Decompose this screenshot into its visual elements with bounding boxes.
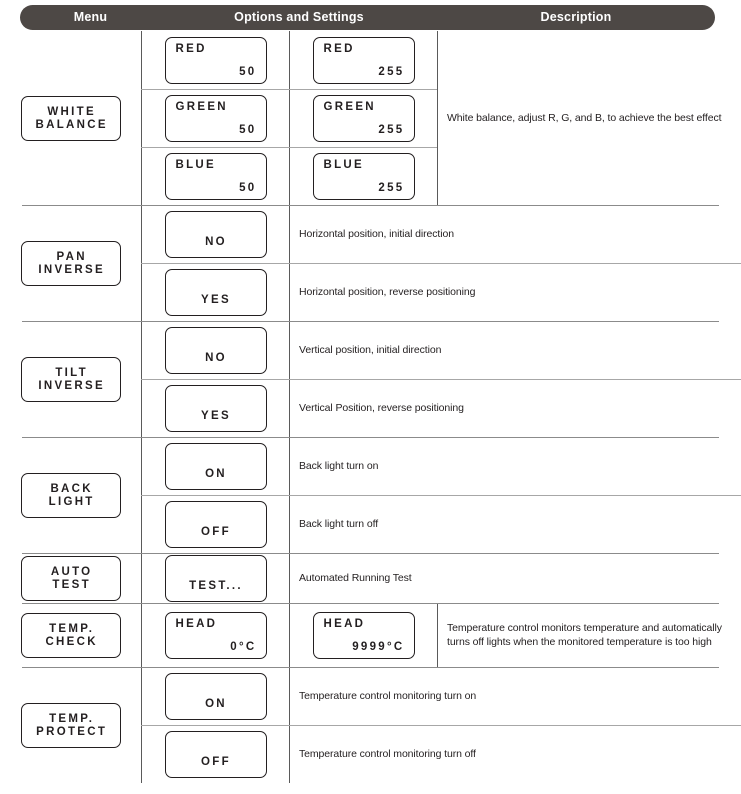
header-menu: Menu xyxy=(73,10,108,24)
menu-label-line2: PROTECT xyxy=(36,725,108,738)
option-button-test[interactable] xyxy=(165,555,267,602)
menu-label-line1: TEMP. xyxy=(49,712,95,725)
description-text: Horizontal position, reverse positioning xyxy=(299,286,476,298)
option-button-red-min[interactable] xyxy=(165,37,267,84)
table-row xyxy=(141,437,741,495)
option-button-head-min[interactable] xyxy=(165,612,267,659)
table-header xyxy=(20,5,715,30)
menu-label-line2: LIGHT xyxy=(48,495,95,508)
table-row xyxy=(141,31,437,89)
description-text: Back light turn off xyxy=(299,518,379,530)
option-cell-min xyxy=(141,603,289,667)
header-options: Options and Settings xyxy=(234,10,364,24)
option-cell-max xyxy=(289,603,437,667)
description-text: Vertical position, initial direction xyxy=(299,344,442,356)
section-tilt-inverse xyxy=(0,321,741,437)
option-button-protect-off[interactable] xyxy=(165,731,267,778)
option-value: ON xyxy=(205,697,227,710)
option-value: TEST... xyxy=(189,579,243,592)
option-cell xyxy=(141,725,289,783)
description-text: Temperature control monitoring turn on xyxy=(299,690,477,702)
description-text: White balance, adjust R, G, and B, to achieve the best effect xyxy=(447,112,722,124)
option-button-pan-no[interactable] xyxy=(165,211,267,258)
option-cell xyxy=(141,379,289,437)
menu-button-back-light[interactable] xyxy=(21,473,121,518)
option-value: ON xyxy=(205,467,227,480)
table-row xyxy=(141,205,741,263)
menu-label-line1: TEMP. xyxy=(49,622,95,635)
description-cell xyxy=(289,437,741,495)
option-label: GREEN xyxy=(323,100,376,113)
option-button-backlight-on[interactable] xyxy=(165,443,267,490)
option-value: OFF xyxy=(201,755,231,768)
option-cell xyxy=(141,495,289,553)
menu-cell-pan-inverse xyxy=(0,205,141,321)
option-cell-max xyxy=(289,89,437,147)
menu-cell-white-balance xyxy=(0,31,141,205)
menu-label-line2: INVERSE xyxy=(38,263,105,276)
option-label: RED xyxy=(323,42,355,55)
option-value: 50 xyxy=(239,181,257,194)
option-label: HEAD xyxy=(175,617,218,630)
menu-label-line1: AUTO xyxy=(50,565,93,578)
table-body xyxy=(0,31,741,794)
option-value: NO xyxy=(205,351,227,364)
menu-label-line1: PAN xyxy=(56,250,87,263)
option-cell xyxy=(141,321,289,379)
menu-label-line2: INVERSE xyxy=(38,379,105,392)
menu-label-line1: TILT xyxy=(55,366,88,379)
section-pan-inverse xyxy=(0,205,741,321)
description-cell xyxy=(289,321,741,379)
menu-button-pan-inverse[interactable] xyxy=(21,241,121,286)
option-label: GREEN xyxy=(175,100,228,113)
menu-button-temp-check[interactable] xyxy=(21,613,121,658)
option-button-tilt-no[interactable] xyxy=(165,327,267,374)
option-label: RED xyxy=(175,42,207,55)
description-cell xyxy=(289,379,741,437)
menu-cell-temp-check xyxy=(0,603,141,667)
option-value: YES xyxy=(201,293,231,306)
table-row xyxy=(141,379,741,437)
description-text: Horizontal position, initial direction xyxy=(299,228,454,240)
option-button-blue-min[interactable] xyxy=(165,153,267,200)
rows-temp-check xyxy=(141,603,741,667)
option-button-red-max[interactable] xyxy=(313,37,415,84)
option-button-green-max[interactable] xyxy=(313,95,415,142)
rows-white-balance xyxy=(141,31,437,205)
option-cell-max xyxy=(289,147,437,205)
description-cell xyxy=(289,667,741,725)
option-value: 50 xyxy=(239,65,257,78)
option-button-green-min[interactable] xyxy=(165,95,267,142)
option-button-protect-on[interactable] xyxy=(165,673,267,720)
option-cell-max xyxy=(289,31,437,89)
option-value: 255 xyxy=(378,65,405,78)
menu-button-tilt-inverse[interactable] xyxy=(21,357,121,402)
option-button-backlight-off[interactable] xyxy=(165,501,267,548)
section-white-balance xyxy=(0,31,741,205)
option-value: 0°C xyxy=(230,640,257,653)
header-description: Description xyxy=(540,10,612,24)
option-button-head-max[interactable] xyxy=(313,612,415,659)
rows-auto-test xyxy=(141,553,741,603)
option-label: BLUE xyxy=(175,158,217,171)
description-cell xyxy=(289,495,741,553)
table-row xyxy=(141,263,741,321)
option-cell xyxy=(141,667,289,725)
menu-label-line1: BACK xyxy=(50,482,93,495)
option-cell-min xyxy=(141,31,289,89)
option-value: 50 xyxy=(239,123,257,136)
menu-cell-temp-protect xyxy=(0,667,141,783)
rows-tilt-inverse xyxy=(141,321,741,437)
table-row xyxy=(141,603,741,667)
rows-pan-inverse xyxy=(141,205,741,321)
option-value: 9999°C xyxy=(352,640,405,653)
description-cell xyxy=(437,603,741,667)
description-text: Back light turn on xyxy=(299,460,379,472)
menu-label-line2: TEST xyxy=(52,578,91,591)
description-cell xyxy=(289,725,741,783)
menu-cell-auto-test xyxy=(0,553,141,603)
table-row xyxy=(141,321,741,379)
option-button-blue-max[interactable] xyxy=(313,153,415,200)
menu-button-auto-test[interactable] xyxy=(21,556,121,601)
option-label: HEAD xyxy=(323,617,366,630)
menu-button-white-balance[interactable] xyxy=(21,96,121,141)
option-button-pan-yes[interactable] xyxy=(165,269,267,316)
option-cell xyxy=(141,437,289,495)
option-value: YES xyxy=(201,409,231,422)
option-cell-min xyxy=(141,147,289,205)
option-value: OFF xyxy=(201,525,231,538)
description-text: Temperature control monitors temperature and automatically turns off lights when the monitored temperature is too high xyxy=(447,622,722,648)
table-row xyxy=(141,667,741,725)
description-text: Temperature control monitoring turn off xyxy=(299,748,476,760)
option-label: BLUE xyxy=(323,158,365,171)
section-temp-check xyxy=(0,603,741,667)
menu-cell-tilt-inverse xyxy=(0,321,141,437)
rows-temp-protect xyxy=(141,667,741,783)
option-cell xyxy=(141,553,289,603)
section-auto-test xyxy=(0,553,741,603)
option-cell xyxy=(141,263,289,321)
description-cell xyxy=(289,205,741,263)
description-cell-white-balance xyxy=(437,31,741,205)
table-row xyxy=(141,725,741,783)
section-temp-protect xyxy=(0,667,741,783)
description-text: Vertical Position, reverse positioning xyxy=(299,402,464,414)
rows-back-light xyxy=(141,437,741,553)
menu-button-temp-protect[interactable] xyxy=(21,703,121,748)
table-row xyxy=(141,495,741,553)
menu-cell-back-light xyxy=(0,437,141,553)
table-row xyxy=(141,553,741,603)
option-button-tilt-yes[interactable] xyxy=(165,385,267,432)
menu-label-line1: WHITE xyxy=(47,105,96,118)
menu-label-line2: CHECK xyxy=(45,635,98,648)
description-text: Automated Running Test xyxy=(299,572,412,584)
description-cell xyxy=(289,553,741,603)
option-value: NO xyxy=(205,235,227,248)
table-row xyxy=(141,147,437,205)
description-cell xyxy=(289,263,741,321)
option-cell-min xyxy=(141,89,289,147)
section-back-light xyxy=(0,437,741,553)
option-value: 255 xyxy=(378,123,405,136)
table-row xyxy=(141,89,437,147)
option-value: 255 xyxy=(378,181,405,194)
menu-label-line2: BALANCE xyxy=(35,118,108,131)
option-cell xyxy=(141,205,289,263)
